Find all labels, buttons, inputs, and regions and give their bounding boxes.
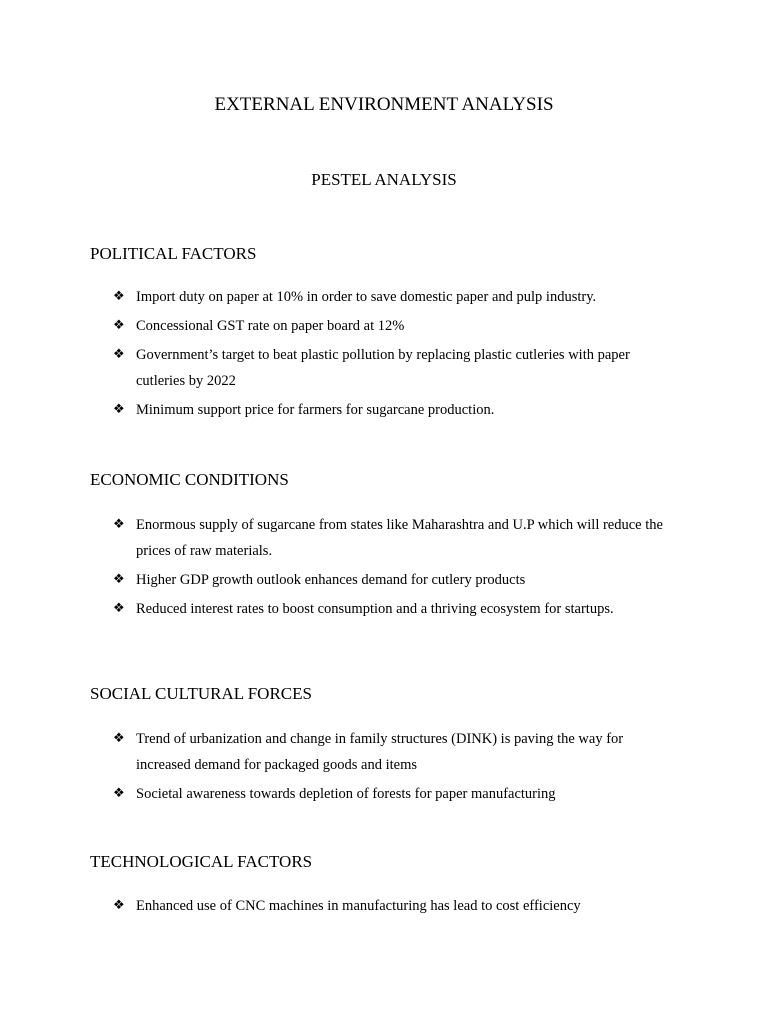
economic-conditions-heading: ECONOMIC CONDITIONS (90, 470, 289, 489)
social-cultural-forces-heading: SOCIAL CULTURAL FORCES (90, 684, 312, 703)
list-item (113, 313, 673, 339)
four-diamond-bullet-icon: ❖ (113, 289, 125, 304)
technological-factors-list (113, 893, 673, 919)
four-diamond-bullet-icon: ❖ (113, 318, 125, 333)
list-item (113, 726, 673, 778)
list-item (113, 284, 673, 310)
list-item (113, 781, 673, 807)
four-diamond-bullet-icon: ❖ (113, 786, 125, 801)
document-subtitle: PESTEL ANALYSIS (311, 170, 457, 189)
list-item (113, 512, 673, 564)
technological-factors-heading: TECHNOLOGICAL FACTORS (90, 852, 313, 871)
list-item-text: Societal awareness towards depletion of forests for paper manufacturing (136, 786, 556, 802)
social-cultural-forces-list (113, 726, 673, 807)
four-diamond-bullet-icon: ❖ (113, 347, 125, 362)
list-item (113, 596, 673, 622)
list-item-text: Enhanced use of CNC machines in manufacturing has lead to cost efficiency (136, 898, 581, 914)
list-item (113, 397, 673, 423)
four-diamond-bullet-icon: ❖ (113, 572, 125, 587)
list-item-text: Import duty on paper at 10% in order to save domestic paper and pulp industry. (136, 289, 597, 305)
list-item-text: Trend of urbanization and change in family structures (DINK) is paving the way for increased demand for packaged goods and items (136, 731, 624, 773)
political-factors-heading: POLITICAL FACTORS (90, 244, 257, 263)
four-diamond-bullet-icon: ❖ (113, 601, 125, 616)
list-item-text: Higher GDP growth outlook enhances demand for cutlery products (136, 572, 526, 588)
document-title: EXTERNAL ENVIRONMENT ANALYSIS (214, 94, 554, 115)
four-diamond-bullet-icon: ❖ (113, 898, 125, 913)
four-diamond-bullet-icon: ❖ (113, 402, 125, 417)
four-diamond-bullet-icon: ❖ (113, 517, 125, 532)
list-item (113, 342, 673, 394)
list-item-text: Government’s target to beat plastic pollution by replacing plastic cutleries with paper cutleries by 2022 (136, 347, 630, 389)
list-item-text: Reduced interest rates to boost consumption and a thriving ecosystem for startups. (136, 601, 614, 617)
political-factors-list (113, 284, 673, 423)
four-diamond-bullet-icon: ❖ (113, 731, 125, 746)
list-item-text: Concessional GST rate on paper board at 12% (136, 318, 405, 334)
list-item-text: Minimum support price for farmers for sugarcane production. (136, 402, 495, 418)
list-item (113, 893, 673, 919)
list-item (113, 567, 673, 593)
economic-conditions-list (113, 512, 673, 622)
list-item-text: Enormous supply of sugarcane from states like Maharashtra and U.P which will reduce the prices of raw materials. (136, 517, 663, 559)
